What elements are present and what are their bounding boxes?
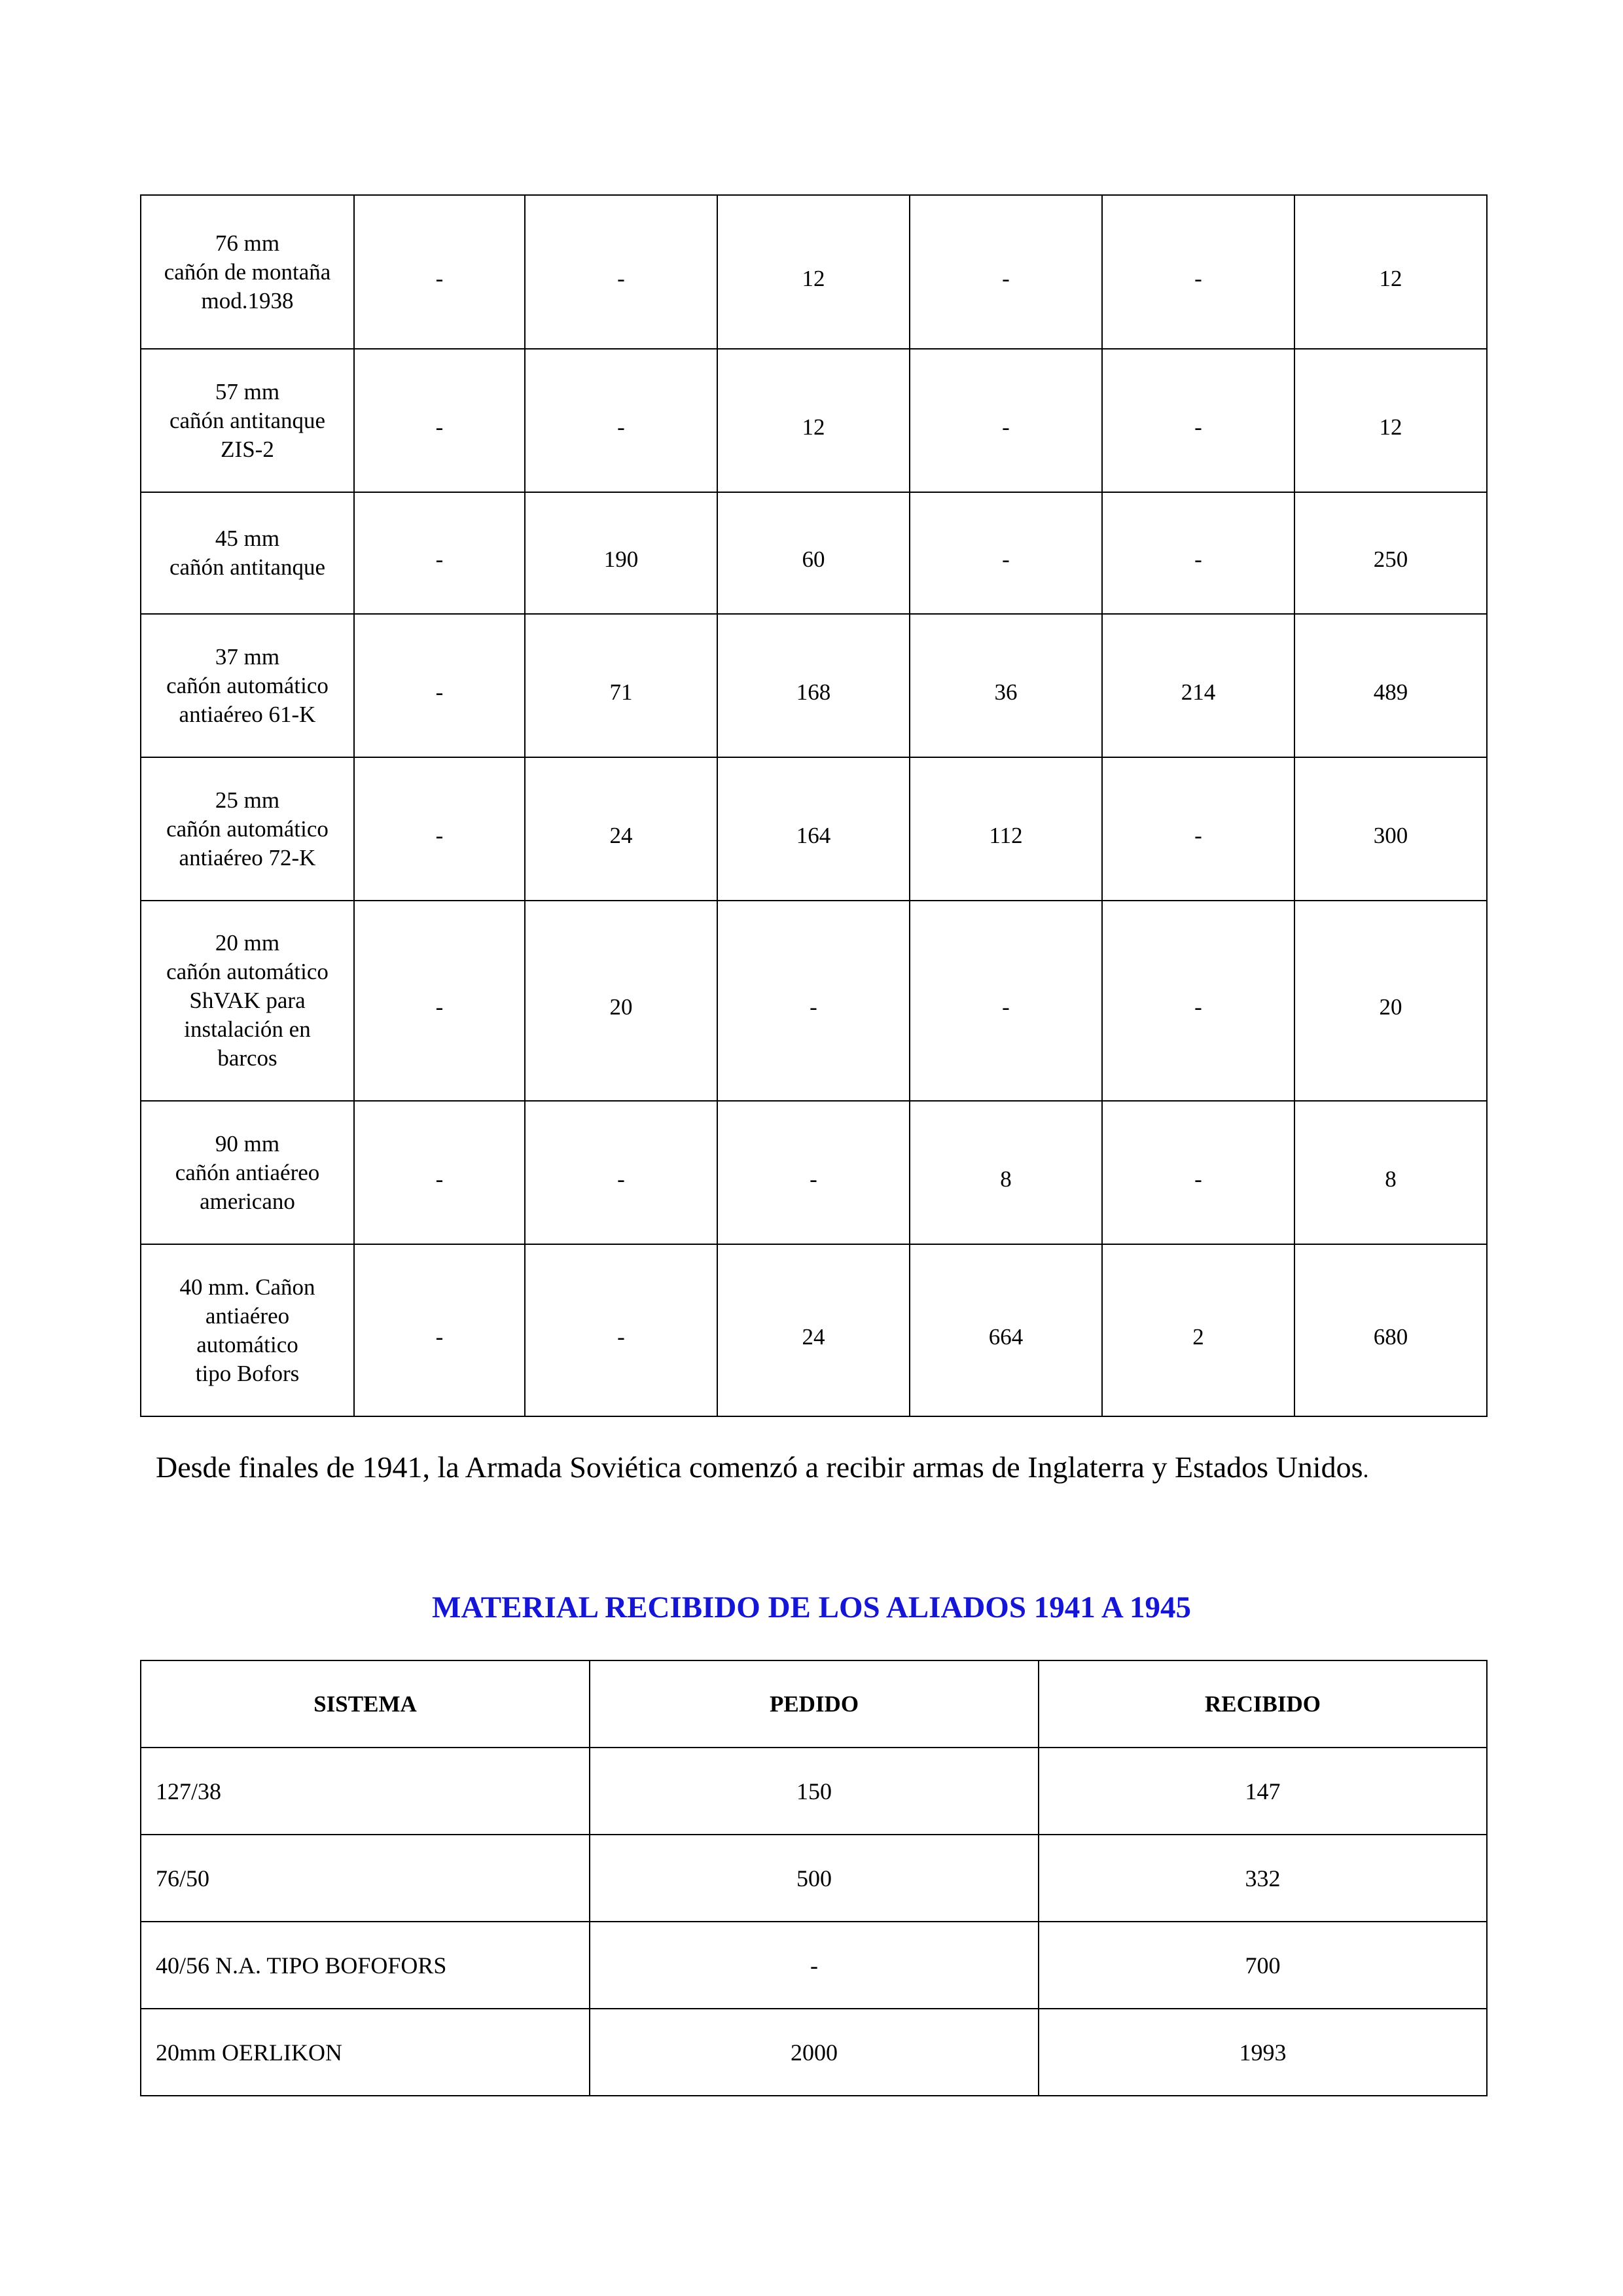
value-cell: - [1102, 1101, 1294, 1244]
header-pedido: PEDIDO [590, 1660, 1039, 1748]
value-cell: 112 [910, 757, 1102, 901]
value-cell: - [525, 349, 717, 492]
weapon-name-cell [141, 349, 354, 492]
system-cell: 20mm OERLIKON [141, 2009, 590, 2096]
value-cell: 8 [910, 1101, 1102, 1244]
weapon-name-line: antiaéreo 61-K [179, 701, 316, 727]
value-cell: - [354, 614, 525, 757]
value-cell: 24 [525, 757, 717, 901]
table-row [141, 1748, 1487, 1835]
value-cell: - [1102, 901, 1294, 1101]
value-cell: 36 [910, 614, 1102, 757]
weapon-name-line: cañón antitanque [169, 407, 326, 433]
weapon-name-cell [141, 195, 354, 349]
value-cell: 214 [1102, 614, 1294, 757]
weapon-name-line: ZIS-2 [221, 436, 274, 462]
weapon-name-line: tipo Bofors [195, 1360, 300, 1386]
value-cell: - [525, 1101, 717, 1244]
value-cell: - [525, 195, 717, 349]
value-cell: - [354, 195, 525, 349]
allies-header-row [141, 1660, 1487, 1748]
value-cell: - [354, 757, 525, 901]
weapon-name-cell [141, 614, 354, 757]
value-cell: - [1102, 492, 1294, 614]
weapon-name-line: barcos [217, 1045, 277, 1071]
value-cell: 20 [525, 901, 717, 1101]
weapon-name-line: ShVAK para [189, 988, 306, 1013]
value-cell: 8 [1294, 1101, 1487, 1244]
value-cell: 71 [525, 614, 717, 757]
system-cell: 40/56 N.A. TIPO BOFOFORS [141, 1922, 590, 2009]
table-row [141, 195, 1487, 349]
weapon-name-line: 20 mm [215, 930, 280, 956]
ordered-cell: 2000 [590, 2009, 1039, 2096]
allies-title: MATERIAL RECIBIDO DE LOS ALIADOS 1941 A 1945 [431, 1590, 1191, 1624]
weapon-name-line: 40 mm. Cañon [179, 1274, 315, 1300]
weapon-name-line: mod.1938 [201, 287, 294, 314]
value-cell: - [354, 349, 525, 492]
value-cell: 664 [910, 1244, 1102, 1416]
value-cell: - [910, 195, 1102, 349]
table-row [141, 1101, 1487, 1244]
header-recibido: RECIBIDO [1039, 1660, 1487, 1748]
table-row [141, 1835, 1487, 1922]
value-cell: 12 [1294, 195, 1487, 349]
value-cell: - [1102, 757, 1294, 901]
table-row [141, 614, 1487, 757]
value-cell: 250 [1294, 492, 1487, 614]
weapon-name-line: instalación en [184, 1016, 311, 1042]
weapon-name-line: cañón automático [166, 672, 329, 698]
allies-table [140, 1660, 1488, 2096]
value-cell: 12 [1294, 349, 1487, 492]
weapon-name-line: 25 mm [215, 787, 280, 813]
table-row [141, 1244, 1487, 1416]
value-cell: 164 [717, 757, 910, 901]
weapon-name-cell [141, 1101, 354, 1244]
value-cell: 300 [1294, 757, 1487, 901]
weapon-name-line: antiaéreo [205, 1302, 290, 1329]
weapon-name-line: cañón automático [166, 959, 329, 984]
weapon-name-line: 45 mm [215, 526, 280, 551]
value-cell: - [1102, 195, 1294, 349]
table-row [141, 1922, 1487, 2009]
weapon-name-line: cañón antiaéreo [175, 1159, 320, 1185]
value-cell: 489 [1294, 614, 1487, 757]
value-cell: 24 [717, 1244, 910, 1416]
received-cell: 332 [1039, 1835, 1487, 1922]
value-cell: - [910, 492, 1102, 614]
weapons-table [140, 194, 1488, 1417]
value-cell: 2 [1102, 1244, 1294, 1416]
received-cell: 147 [1039, 1748, 1487, 1835]
value-cell: - [354, 1101, 525, 1244]
value-cell: - [354, 901, 525, 1101]
ordered-cell: - [590, 1922, 1039, 2009]
value-cell: 680 [1294, 1244, 1487, 1416]
value-cell: - [910, 901, 1102, 1101]
weapon-name-line: cañón de montaña [164, 259, 331, 285]
system-cell: 127/38 [141, 1748, 590, 1835]
table-row [141, 2009, 1487, 2096]
weapon-name-line: antiaéreo 72-K [179, 844, 316, 870]
value-cell: - [717, 901, 910, 1101]
intro-text: Desde finales de 1941, la Armada Soviética comenzó a recibir armas de Inglaterra y Estados Unidos [156, 1450, 1363, 1484]
value-cell: 60 [717, 492, 910, 614]
weapon-name-line: automático [196, 1331, 298, 1357]
weapon-name-cell [141, 1244, 354, 1416]
value-cell: - [354, 492, 525, 614]
weapon-name-line: americano [200, 1188, 295, 1214]
intro-period: . [1363, 1456, 1369, 1482]
value-cell: 12 [717, 349, 910, 492]
weapon-name-cell [141, 757, 354, 901]
value-cell: - [354, 1244, 525, 1416]
value-cell: - [1102, 349, 1294, 492]
value-cell: - [910, 349, 1102, 492]
ordered-cell: 500 [590, 1835, 1039, 1922]
table-row [141, 349, 1487, 492]
value-cell: 12 [717, 195, 910, 349]
value-cell: 190 [525, 492, 717, 614]
system-cell: 76/50 [141, 1835, 590, 1922]
weapon-name-line: cañón antitanque [169, 554, 326, 580]
weapon-name-line: 76 mm [215, 230, 280, 256]
value-cell: - [717, 1101, 910, 1244]
weapon-name-line: cañón automático [166, 816, 329, 842]
value-cell: 168 [717, 614, 910, 757]
received-cell: 700 [1039, 1922, 1487, 2009]
table-row [141, 901, 1487, 1101]
value-cell: 20 [1294, 901, 1487, 1101]
value-cell: - [525, 1244, 717, 1416]
header-sistema: SISTEMA [141, 1660, 590, 1748]
weapon-name-cell [141, 492, 354, 614]
received-cell: 1993 [1039, 2009, 1487, 2096]
weapon-name-cell [141, 901, 354, 1101]
intro-paragraph [156, 1448, 1484, 1489]
table-row [141, 492, 1487, 614]
ordered-cell: 150 [590, 1748, 1039, 1835]
weapon-name-line: 90 mm [215, 1130, 280, 1157]
table-row [141, 757, 1487, 901]
weapon-name-line: 57 mm [215, 378, 280, 404]
weapon-name-line: 37 mm [215, 643, 280, 670]
